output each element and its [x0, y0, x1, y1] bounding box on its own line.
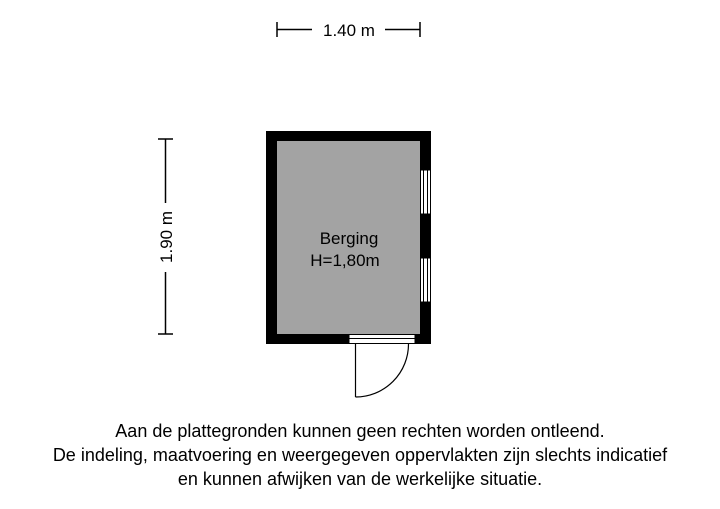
- window-lower: [420, 258, 431, 302]
- window-upper: [420, 170, 431, 214]
- height-dimension-label: 1.90 m: [157, 211, 176, 263]
- room-name: Berging: [319, 229, 379, 248]
- door-swing-arc: [356, 344, 409, 397]
- height-dimension: [157, 139, 176, 334]
- room-berging: [266, 131, 431, 397]
- disclaimer-line-3: en kunnen afwijken van de werkelijke situatie.: [177, 469, 543, 489]
- room-height: H=1,80m: [310, 251, 380, 270]
- width-dimension: [277, 21, 420, 40]
- disclaimer-line-2: De indeling, maatvoering en weergegeven oppervlakten zijn slechts indicatief: [52, 445, 668, 465]
- disclaimer: [0, 419, 720, 491]
- door: [349, 334, 415, 397]
- width-dimension-label: 1.40 m: [323, 21, 375, 40]
- disclaimer-line-1: Aan de plattegronden kunnen geen rechten worden ontleend.: [115, 421, 605, 441]
